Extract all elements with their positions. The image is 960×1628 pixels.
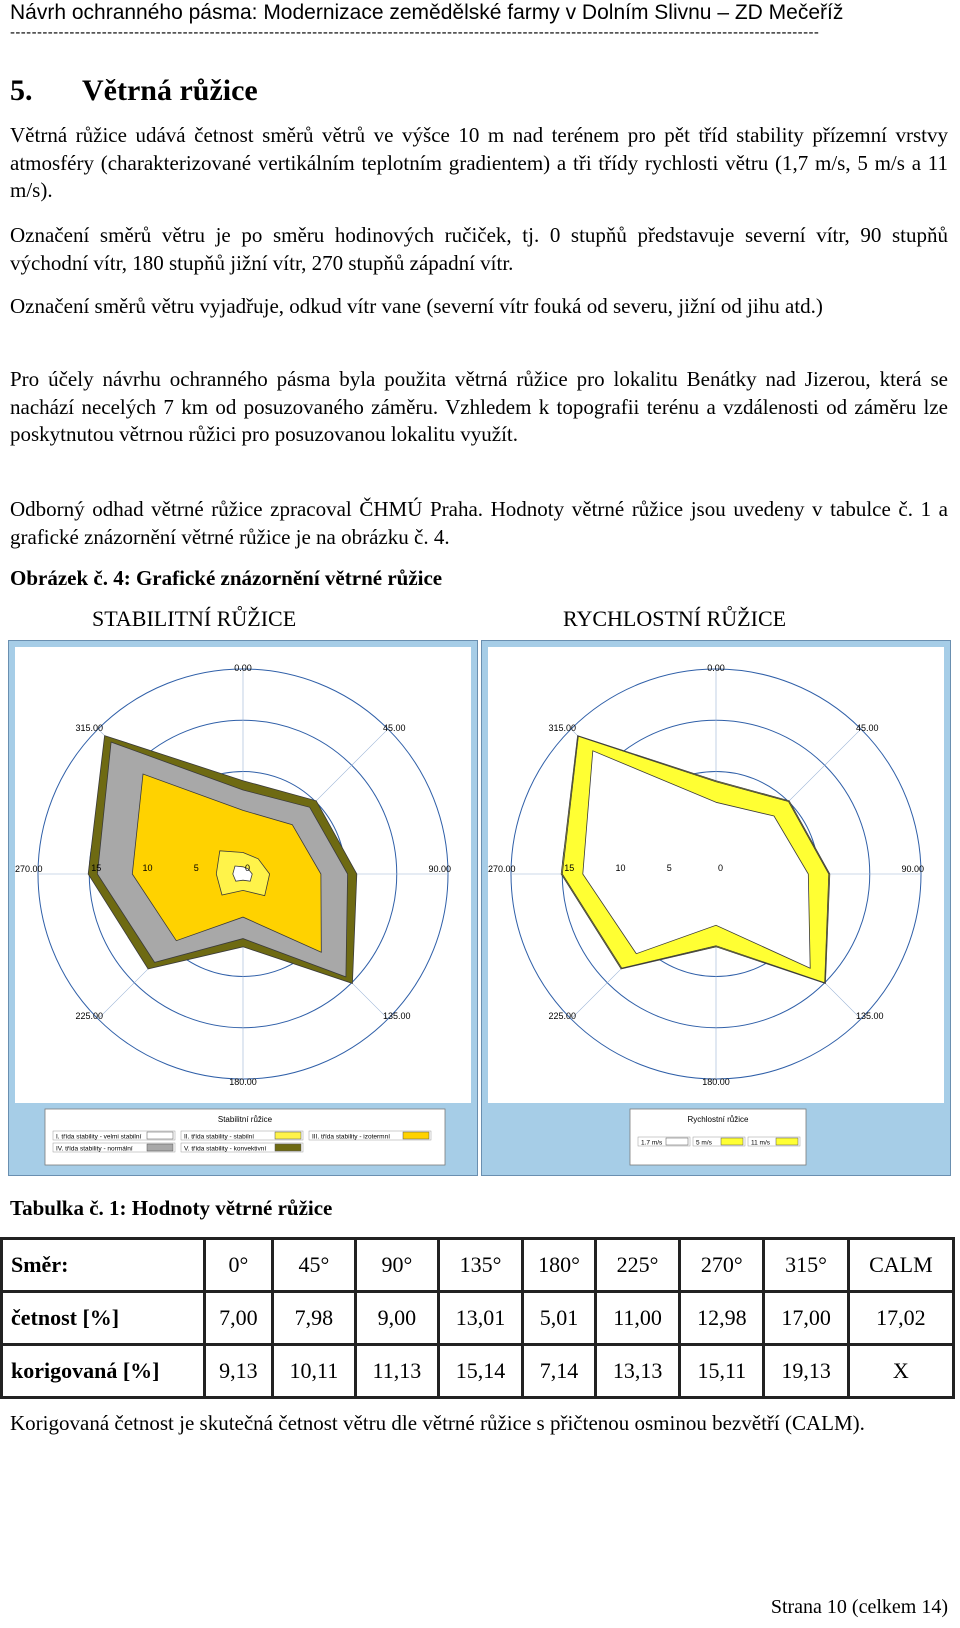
section-heading: [10, 74, 258, 108]
direction-label: 45.00: [383, 723, 406, 733]
legend-label: IV. třída stability - normální: [56, 1145, 133, 1153]
ring-label: 0: [718, 863, 724, 873]
legend-label: 11 m/s: [751, 1139, 771, 1147]
section-title: Větrná růžice: [82, 74, 258, 107]
direction-label: 270.00: [488, 864, 516, 874]
table-cell: 13,01: [438, 1292, 522, 1345]
table-cell: 7,98: [272, 1292, 355, 1345]
legend-swatch: [275, 1144, 301, 1151]
direction-label: 180.00: [229, 1077, 257, 1087]
table-cell: 11,00: [595, 1292, 679, 1345]
paragraph-2: Označení směrů větru je po směru hodinových ručiček, tj. 0 stupňů představuje severní vítr, 90 stupňů východní vítr, 180 stupňů jižní vítr, 270 stupňů západní vítr.: [10, 223, 948, 275]
legend-swatch: [147, 1132, 173, 1139]
table-header-cell: 0°: [205, 1239, 273, 1292]
table-cell: 5,01: [523, 1292, 596, 1345]
legend-swatch: [666, 1138, 688, 1145]
legend-label: II. třída stability - stabilní: [184, 1133, 255, 1141]
table-cell: 10,11: [272, 1345, 355, 1398]
table-cell: 9,13: [205, 1345, 273, 1398]
table-caption: Tabulka č. 1: Hodnoty větrné růžice: [10, 1196, 333, 1220]
ring-label: 10: [142, 863, 153, 873]
table-cell: 13,13: [595, 1345, 679, 1398]
table-cell: četnost [%]: [2, 1292, 205, 1345]
figure-caption: Obrázek č. 4: Grafické znázornění větrné růžice: [10, 566, 443, 590]
direction-label: 135.00: [383, 1011, 411, 1021]
direction-label: 0.00: [234, 663, 252, 673]
legend-label: 1.7 m/s: [641, 1139, 663, 1147]
legend-swatch: [403, 1132, 429, 1139]
page-header: Návrh ochranného pásma: Modernizace zemědělské farmy v Dolním Slivnu – ZD Mečeříž: [10, 1, 844, 24]
ring-label: 5: [193, 863, 199, 873]
table-cell: 7,00: [205, 1292, 273, 1345]
header-rule: ------------------------------------------------------------------------------------------------------------------------------------------------------: [10, 26, 820, 40]
legend-label: V. třída stability - konvektivní: [184, 1145, 267, 1153]
direction-label: 180.00: [702, 1077, 730, 1087]
stability-rose-chart: [8, 640, 478, 1176]
ring-label: 15: [91, 863, 102, 873]
table-cell: korigovaná [%]: [2, 1345, 205, 1398]
direction-label: 225.00: [548, 1011, 576, 1021]
speed-rose-svg: [482, 641, 950, 1175]
speed-rose-chart: [481, 640, 951, 1176]
legend-swatch: [275, 1132, 301, 1139]
table-cell: 15,11: [680, 1345, 764, 1398]
direction-label: 315.00: [75, 723, 103, 733]
legend-swatch: [776, 1138, 798, 1145]
direction-label: 315.00: [548, 723, 576, 733]
table-cell: 12,98: [680, 1292, 764, 1345]
direction-label: 45.00: [856, 723, 879, 733]
direction-label: 270.00: [15, 864, 43, 874]
table-cell: 17,00: [764, 1292, 848, 1345]
table-cell: 7,14: [523, 1345, 596, 1398]
table-header-cell: 45°: [272, 1239, 355, 1292]
legend-label: III. třída stability - izotermní: [312, 1133, 391, 1141]
table-cell: 11,13: [355, 1345, 438, 1398]
direction-label: 90.00: [901, 864, 924, 874]
table-header-cell: 180°: [523, 1239, 596, 1292]
legend-title: Stabilitní růžice: [217, 1115, 273, 1124]
legend-swatch: [147, 1144, 173, 1151]
table-header-cell: 90°: [355, 1239, 438, 1292]
legend-label: 5 m/s: [696, 1139, 712, 1147]
table-header-cell: 315°: [764, 1239, 848, 1292]
section-number: 5.: [10, 74, 33, 107]
direction-label: 90.00: [428, 864, 451, 874]
ring-label: 0: [245, 863, 251, 873]
table-note: Korigovaná četnost je skutečná četnost větru dle větrné růžice s přičtenou osminou bezvětří (CALM).: [10, 1411, 865, 1435]
table-header-cell: Směr:: [2, 1239, 205, 1292]
legend-swatch: [721, 1138, 743, 1145]
legend-label: I. třída stability - velmi stabilní: [56, 1133, 142, 1141]
paragraph-3: Označení směrů větru vyjadřuje, odkud vítr vane (severní vítr fouká od severu, jižní od jihu atd.): [10, 294, 823, 318]
legend-title: Rychlostní růžice: [687, 1115, 749, 1124]
table-row: [2, 1345, 954, 1398]
paragraph-5: Odborný odhad větrné růžice zpracoval ČHMÚ Praha. Hodnoty větrné růžice jsou uvedeny v tabulce č. 1 a grafické znázornění větrné růžice je na obrázku č. 4.: [10, 497, 948, 549]
wind-rose-table: [0, 1237, 955, 1399]
stability-rose-svg: [9, 641, 477, 1175]
stability-rose-title: STABILITNÍ RŮŽICE: [92, 606, 297, 631]
direction-label: 225.00: [75, 1011, 103, 1021]
paragraph-1: Větrná růžice udává četnost směrů větrů ve výšce 10 m nad terénem pro pět tříd stability přízemní vrstvy atmosféry (charakterizované vertikálním teplotním gradientem) a tři třídy rychlosti větru (1,7 m/s, 5 m/s a 11 m/s).: [10, 123, 948, 202]
table-cell: 15,14: [438, 1345, 522, 1398]
table-cell: 17,02: [848, 1292, 953, 1345]
ring-label: 10: [615, 863, 626, 873]
table-header-row: [2, 1239, 954, 1292]
table-cell: 19,13: [764, 1345, 848, 1398]
ring-label: 5: [666, 863, 672, 873]
table-cell: 9,00: [355, 1292, 438, 1345]
paragraph-4: Pro účely návrhu ochranného pásma byla použita větrná růžice pro lokalitu Benátky nad Jizerou, která se nachází necelých 7 km od posuzovaného záměru. Vzhledem k topografii terénu a vzdálenosti od záměru lze poskytnutou větrnou růžici pro posuzovanou lokalitu využít.: [10, 367, 948, 446]
table-row: [2, 1292, 954, 1345]
table-header-cell: 135°: [438, 1239, 522, 1292]
direction-label: 135.00: [856, 1011, 884, 1021]
table-header-cell: 225°: [595, 1239, 679, 1292]
speed-rose-title: RYCHLOSTNÍ RŮŽICE: [563, 606, 787, 631]
direction-label: 0.00: [707, 663, 725, 673]
ring-label: 15: [564, 863, 575, 873]
table-header-cell: CALM: [848, 1239, 953, 1292]
table-cell: X: [848, 1345, 953, 1398]
page-footer: Strana 10 (celkem 14): [770, 1596, 948, 1618]
table-header-cell: 270°: [680, 1239, 764, 1292]
